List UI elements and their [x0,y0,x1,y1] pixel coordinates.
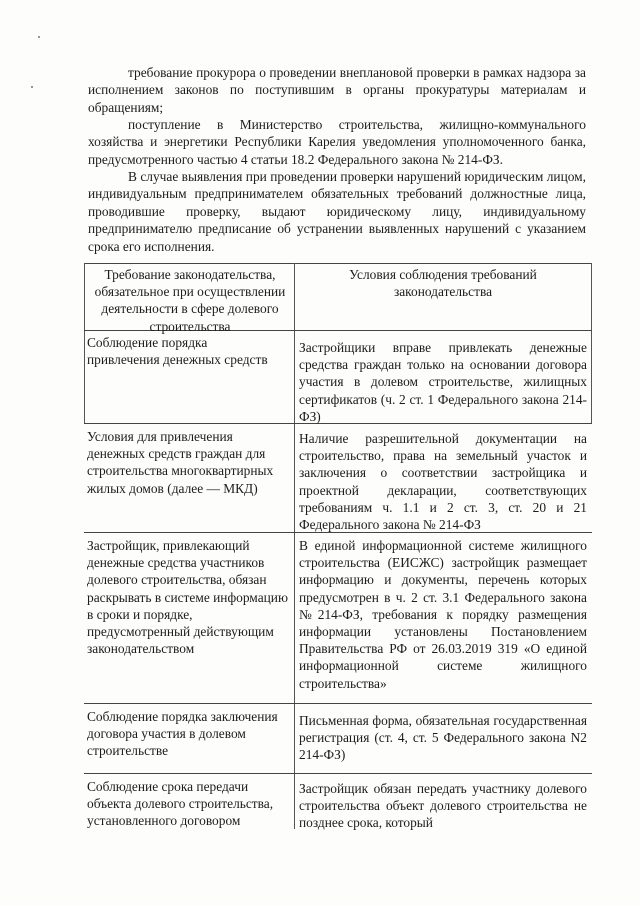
table-row-1-conditions: Застройщики вправе привлекать денежные средства граждан только на основании договора участия в долевом строительстве, жилищных сертификатов (ч. 2 ст. 1 Федерального закона 214-ФЗ) [299,340,587,424]
table-row-4-conditions: Письменная форма, обязательная государственная регистрация (ст. 4, ст. 5 Федерального закона N2 214-ФЗ) [299,713,587,763]
table-header-conditions: Условия соблюдения требований законодательства [349,267,537,300]
scan-speck [38,36,40,38]
table-row-3-requirement: Застройщик, привлекающий денежные средства участников долевого строительства, обязан раскрывать в системе информацию в сроки и порядке, предусмотренный действующим законодательством [87,538,288,657]
table-row-5-conditions: Застройщик обязан передать участнику долевого строительства объект долевого строительства не позднее срока, который [299,781,587,831]
table-border-top [84,263,592,264]
paragraph-bank-notification: поступление в Министерство строительства, жилищно-коммунального хозяйства и энергетики Республики Карелия уведомления уполномоченного банка, предусмотренного частью 4 статьи 18.2 Федерального закона № 214-ФЗ. [88,117,586,167]
paragraph-prosecutor-requirement: требование прокурора о проведении внеплановой проверки в рамках надзора за исполнением законов по поступившим в органы прокуратуры материалам и обращениям; [88,65,586,115]
table-column-divider [294,263,295,829]
paragraph-violations: В случае выявления при проведении проверки нарушений юридическим лицом, индивидуальным предпринимателем обязательных требований должностные лица, проводившие проверку, выдают юридическому лицу, индивидуальному предпринимателю предписание об устранении выявленных нарушений с указанием срока его исполнения. [88,169,586,254]
table-row-5-requirement: Соблюдение срока передачи объекта долевого строительства, установленного договором [87,779,274,829]
table-header-requirement: Требование законодательства, обязательное при осуществлении деятельности в сфере долевого строительства [94,267,286,334]
table-row-1-requirement: Соблюдение порядка привлечения денежных средств [87,335,268,368]
table-border-left [84,263,85,423]
scan-speck [31,86,33,88]
table-row-divider [84,773,592,774]
table-border-right [591,263,592,423]
table-row-4-requirement: Соблюдение порядка заключения договора участия в долевом строительстве [87,709,278,759]
table-row-2-requirement: Условия для привлечения денежных средств граждан для строительства многоквартирных жилых домов (далее — МКД) [87,429,274,496]
table-row-divider [84,703,592,704]
table-row-3-conditions: В единой информационной системе жилищного строительства (ЕИСЖС) застройщик размещает информацию и документы, перечень которых предусмотрен в ч. 2 ст. 3.1 Федерального закона №214-ФЗ, требования к порядку размещения информации установлены Постановлением Правительства РФ от 26.03.2019 319 «О единой информационной системе жилищного строительства» [299,538,587,691]
table-row-2-conditions: Наличие разрешительной документации на строительство, права на земельный участок и заключения о соответствии застройщика и проектной декларации, соответствующих требованиям ч. 1.1 и 2 ст. 3, ст. 20 и 21 Федерального закона № 214-ФЗ [299,431,587,533]
